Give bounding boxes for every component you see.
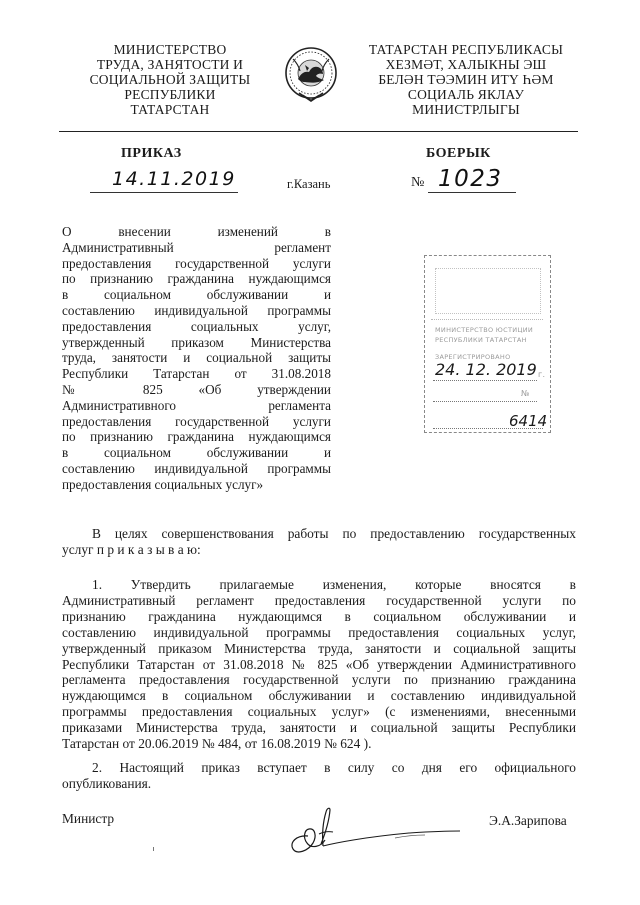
subject-line: по признанию гражданина нуждающимся: [62, 271, 331, 287]
item-1-line: программы предоставления социальных услуг» (с изменениями, внесенными: [62, 704, 576, 720]
stamp-number-underline: [433, 428, 543, 429]
handwritten-signature: [275, 800, 465, 860]
order-date-handwritten: 14.11.2019: [112, 168, 236, 190]
item-2-line: опубликования.: [62, 775, 152, 791]
order-number-underline: [428, 192, 516, 193]
subject-line: О внесении изменений в: [62, 224, 331, 239]
subject-line: Административный регламент: [62, 239, 331, 255]
ministry-name-line: ТАТАРСТАН: [130, 102, 210, 117]
item-1-line: утвержденный приказом Министерства труда, занятости и социальной защиты: [62, 640, 576, 656]
ministry-name-line: ТРУДА, ЗАНЯТОСТИ И: [96, 57, 244, 72]
order-city: г.Казань: [287, 177, 331, 191]
order-date-field: [90, 168, 240, 194]
subject-line: в социальном обслуживании и: [62, 287, 331, 303]
ministry-name-line: СОЦИАЛЬНОЙ ЗАЩИТЫ: [89, 72, 251, 87]
header-divider: [59, 131, 578, 132]
subject-line: предоставления социальных услуг,: [62, 318, 331, 334]
signatory-position: Министр: [62, 811, 115, 826]
subject-line: составлению индивидуальной программы: [62, 302, 331, 318]
order-number-field: [428, 166, 518, 194]
order-date-underline: [90, 192, 238, 193]
item-1-line: нуждающимся в социальном обслуживании и составлению индивидуальной: [62, 688, 576, 704]
order-item-2: [62, 760, 576, 792]
ministry-name-tatar: [355, 42, 577, 117]
item-1-line: регламента предоставления государственной услуги по признанию гражданина: [62, 672, 576, 688]
order-title-tatar: БОЕРЫК: [426, 146, 491, 161]
item-1-line: Татарстан от 20.06.2019 № 484, от 16.08.2019 № 624 ).: [62, 736, 372, 752]
stamp-number-label: №: [521, 389, 530, 398]
ministry-name-line: МИНИСТРЛЫГЫ: [412, 102, 520, 117]
stamp-ministry-line: МИНИСТЕРСТВО ЮСТИЦИИ: [435, 326, 534, 334]
order-number-label: №: [411, 175, 425, 190]
subject-line: Республики Татарстан от 31.08.2018: [62, 366, 331, 382]
subject-line: составлению индивидуальной программы: [62, 460, 331, 476]
item-1-line: 1. Утвердить прилагаемые изменения, которые вносятся в: [92, 577, 576, 592]
stamp-divider: [431, 319, 543, 320]
order-item-1: [62, 577, 576, 752]
item-1-line: приказами Министерства труда, занятости и социальной защиты Республики: [62, 720, 576, 736]
tatarstan-coat-of-arms-emblem: [283, 43, 339, 107]
ministry-name-line: СОЦИАЛЬ ЯКЛАУ: [407, 87, 525, 102]
stamp-republic-line: РЕСПУБЛИКИ ТАТАРСТАН: [435, 336, 527, 344]
item-1-line: Республики Татарстан от 31.08.2018 № 825 «Об утверждении Административного: [62, 656, 576, 672]
subject-line: предоставления государственной услуги: [62, 413, 331, 429]
ministry-name-line: ТАТАРСТАН РЕСПУБЛИКАСЫ: [368, 42, 564, 57]
stamp-date-underline: [433, 380, 537, 381]
order-preamble: [62, 526, 576, 558]
item-1-line: Административный регламент предоставления государственной услуги по: [62, 592, 576, 608]
preamble-line: услуг п р и к а з ы в а ю:: [62, 541, 201, 557]
ministry-name-line: МИНИСТЕРСТВО: [113, 42, 227, 57]
subject-line: труда, занятости и социальной защиты: [62, 350, 331, 366]
preamble-line: В целях совершенствования работы по предоставлению государственных: [92, 526, 576, 541]
order-number-handwritten: 1023: [438, 166, 503, 192]
item-1-line: признанию гражданина нуждающимся в социальном обслуживании и: [62, 608, 576, 624]
ministry-name-line: БЕЛӘН ТӘЭМИН ИТҮ ҺӘМ: [378, 72, 554, 87]
stamp-registration-number: 6414: [509, 412, 548, 430]
ministry-name-russian: [70, 42, 270, 117]
item-2-line: 2. Настоящий приказ вступает в силу со дня его официального: [92, 760, 576, 775]
subject-line: по признанию гражданина нуждающимся: [62, 429, 331, 445]
stamp-faint-block: [435, 268, 541, 314]
signatory-name: Э.А.Зарипова: [489, 813, 567, 828]
stamp-year-suffix: г.: [538, 370, 546, 379]
item-1-line: составлению индивидуальной программы предоставления социальных услуг,: [62, 624, 576, 640]
order-title-russian: ПРИКАЗ: [121, 146, 182, 161]
stamp-registered-label: ЗАРЕГИСТРИРОВАНО: [435, 353, 511, 361]
order-subject: [62, 224, 331, 493]
subject-line: № 825 «Об утверждении: [62, 381, 331, 397]
subject-line: предоставления социальных услуг»: [62, 476, 264, 492]
stamp-registration-date: 24. 12. 2019: [435, 360, 537, 379]
registration-stamp: [424, 255, 551, 433]
stamp-number-underline: [433, 401, 537, 402]
scan-speck: [153, 847, 154, 851]
subject-line: Административного регламента: [62, 397, 331, 413]
subject-line: предоставления государственной услуги: [62, 255, 331, 271]
ministry-name-line: ХЕЗМӘТ, ХАЛЫКНЫ ЭШ: [385, 57, 547, 72]
subject-line: утвержденный приказом Министерства: [62, 334, 331, 350]
subject-line: в социальном обслуживании и: [62, 445, 331, 461]
ministry-name-line: РЕСПУБЛИКИ: [124, 87, 216, 102]
